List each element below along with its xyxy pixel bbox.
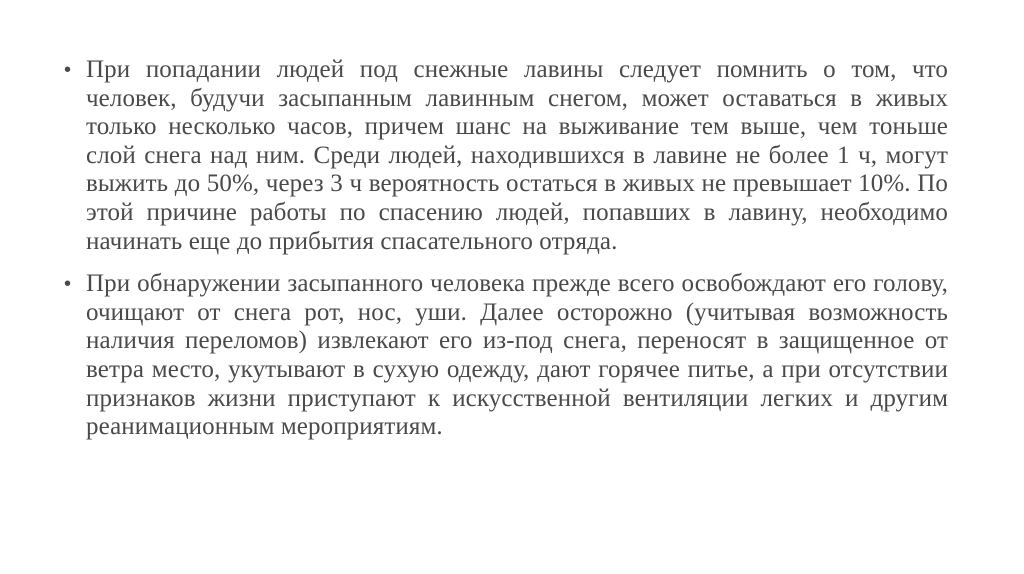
- bullet-text: При обнаружении засыпанного человека прежде всего освобождают его голову, очищают от снега рот, нос, уши. Далее осторожно (учитывая возможность наличия переломов) извлекают его из-под снега, переносят в защищенное от ветра место, укутывают в сухую одежду, дают горячее питье, а при отсутствии признаков жизни приступают к искусственной вентиляции легких и другим реанимационным мероприятиям.: [86, 270, 948, 441]
- bullet-text: При попадании людей под снежные лавины следует помнить о том, что человек, будучи засыпанным лавинным снегом, может оставаться в живых только несколько часов, причем шанс на выживание тем выше, чем тоньше слой снега над ним. Среди людей, находившихся в лавине не более 1 ч, могут выжить до 50%, через 3 ч вероятность остаться в живых не превышает 10%. По этой причине работы по спасению людей, попавших в лавину, необходимо начинать еще до прибытия спасательного отряда.: [86, 56, 948, 255]
- bullet-list: [64, 56, 948, 456]
- bullet-marker: •: [64, 273, 72, 296]
- bullet-item-1: [64, 56, 948, 256]
- bullet-marker: •: [64, 59, 72, 81]
- bullet-item-2: [64, 270, 948, 442]
